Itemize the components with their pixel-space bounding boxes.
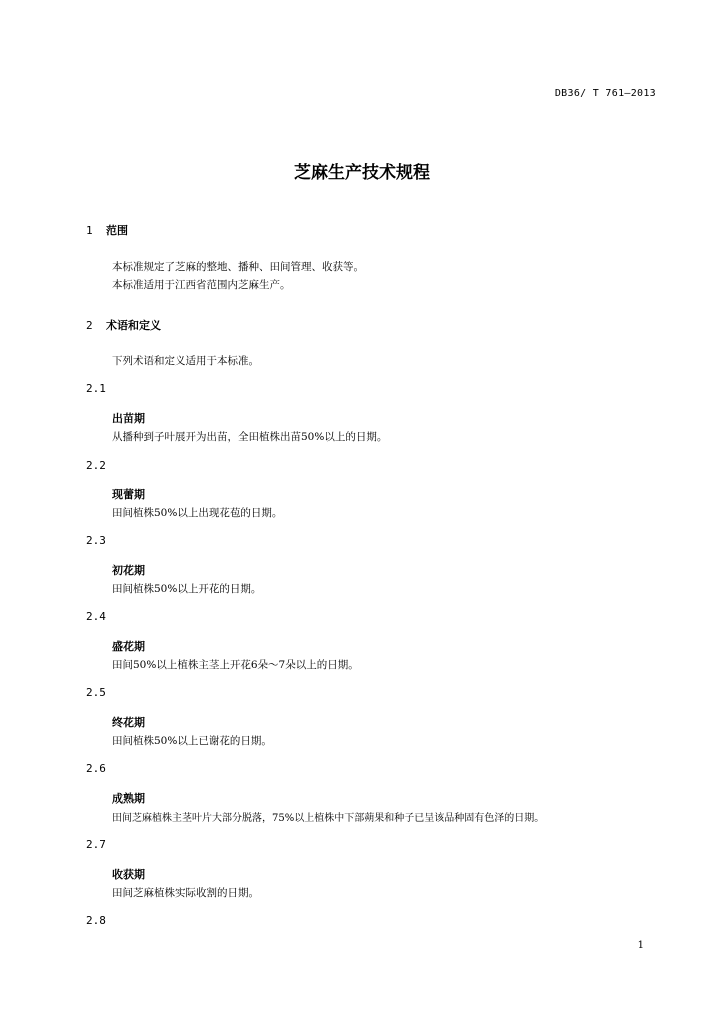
page-number: 1: [637, 940, 644, 951]
term-name: 初花期: [112, 564, 145, 577]
term-definition: 田间植株50%以上开花的日期。: [112, 583, 262, 595]
term-name: 收获期: [112, 868, 145, 881]
term-definition: 田间植株50%以上出现花苞的日期。: [112, 507, 283, 519]
section-title: 范围: [106, 224, 128, 237]
paragraph: 下列术语和定义适用于本标准。: [112, 355, 259, 367]
page-title: 芝麻生产技术规程: [294, 163, 430, 183]
term-name: 出苗期: [112, 412, 145, 425]
term-name: 成熟期: [112, 792, 145, 805]
section-number: 2: [86, 319, 93, 332]
term-number: 2.5: [86, 686, 106, 699]
term-name: 现蕾期: [112, 488, 145, 501]
section-1-heading: [86, 222, 128, 238]
term-definition: 田间植株50%以上已谢花的日期。: [112, 735, 272, 747]
paragraph: 本标准规定了芝麻的整地、播种、田间管理、收获等。: [112, 261, 364, 273]
term-number: 2.6: [86, 762, 106, 775]
term-number: 2.4: [86, 610, 106, 623]
term-definition: 田间芝麻植株实际收割的日期。: [112, 887, 259, 899]
term-number: 2.3: [86, 534, 106, 547]
term-number: 2.1: [86, 382, 106, 395]
document-code: DB36/ T 761—2013: [554, 88, 656, 99]
paragraph: 本标准适用于江西省范围内芝麻生产。: [112, 279, 291, 291]
term-number: 2.8: [86, 914, 106, 927]
term-definition: 田间芝麻植株主茎叶片大部分脱落，75%以上植株中下部蒴果和种子已呈该品种固有色泽的日期。: [112, 813, 545, 824]
term-name: 终花期: [112, 716, 145, 729]
section-2-heading: [86, 317, 161, 333]
section-number: 1: [86, 224, 93, 237]
term-number: 2.7: [86, 838, 106, 851]
term-definition: 田间50%以上植株主茎上开花6朵～7朵以上的日期。: [112, 659, 359, 671]
section-title: 术语和定义: [106, 319, 161, 332]
term-definition: 从播种到子叶展开为出苗，全田植株出苗50%以上的日期。: [112, 431, 388, 443]
term-name: 盛花期: [112, 640, 145, 653]
term-number: 2.2: [86, 459, 106, 472]
